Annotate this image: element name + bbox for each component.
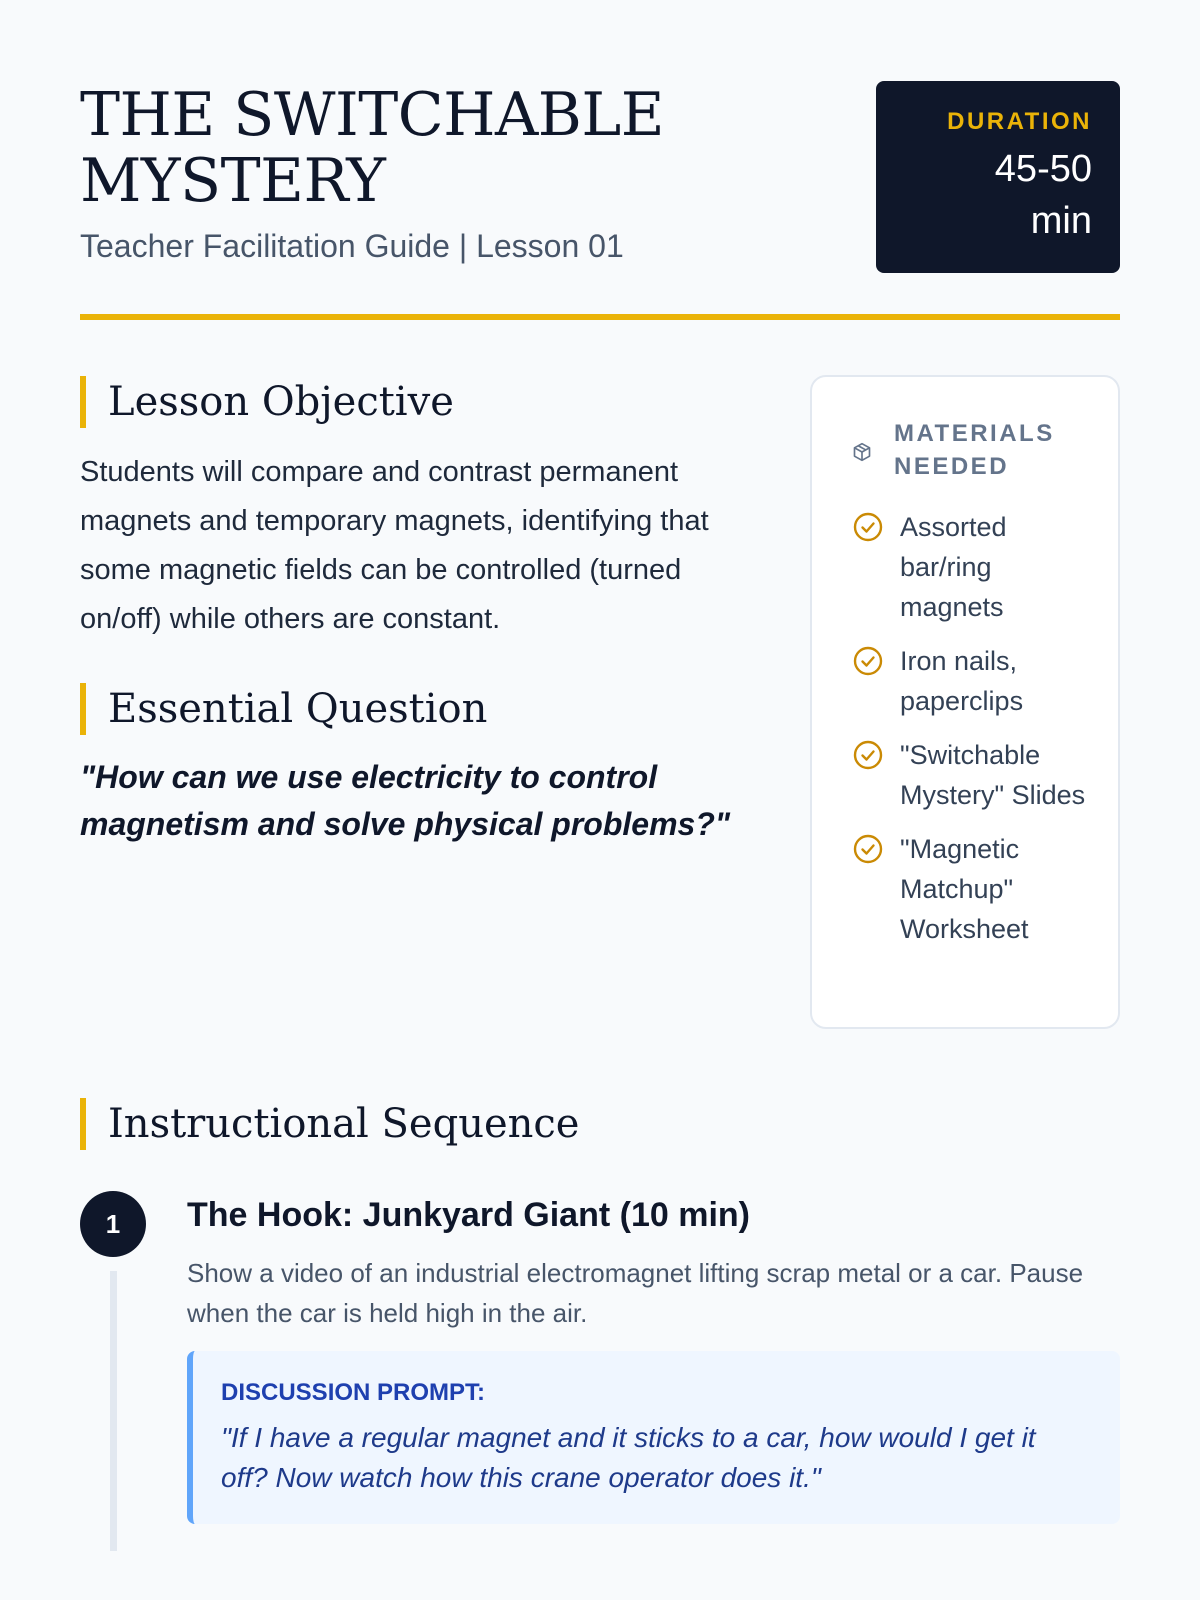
discussion-prompt-label: DISCUSSION PROMPT: (221, 1379, 486, 1406)
discussion-prompt-box (187, 1351, 1120, 1524)
essential-question-heading: Essential Question (80, 683, 487, 735)
materials-header (852, 417, 1092, 487)
materials-item-label: Iron nails, paperclips (900, 646, 1024, 716)
check-circle-icon (852, 645, 884, 677)
materials-item (852, 829, 1102, 949)
duration-value: 45-50 min (994, 148, 1092, 242)
header-divider (80, 314, 1120, 320)
materials-item-label: Assorted bar/ring magnets (900, 512, 1007, 622)
check-circle-icon (852, 511, 884, 543)
lesson-title: THE SWITCHABLE MYSTERY (80, 80, 665, 216)
essential-question-text: "How can we use electricity to control magnetism and solve physical problems?" (80, 759, 731, 842)
duration-badge (876, 81, 1120, 273)
lesson-subtitle: Teacher Facilitation Guide | Lesson 01 (80, 228, 624, 264)
discussion-prompt-text: "If I have a regular magnet and it sticks to a car, how would I get it off? Now watch how this crane operator does it." (221, 1422, 1036, 1493)
materials-list (852, 507, 1102, 963)
materials-item (852, 735, 1102, 815)
sequence-heading: Instructional Sequence (80, 1098, 579, 1150)
materials-card (810, 375, 1120, 1029)
materials-title: MATERIALS NEEDED (894, 420, 1055, 480)
timeline-line (110, 1271, 117, 1551)
step-description: Show a video of an industrial electromagnet lifting scrap metal or a car. Pause when the car is held high in the air. (187, 1258, 1084, 1328)
materials-item (852, 641, 1102, 721)
step-number-badge: 1 (80, 1191, 146, 1257)
duration-label: DURATION (947, 108, 1092, 135)
materials-item (852, 507, 1102, 627)
check-circle-icon (852, 739, 884, 771)
check-circle-icon (852, 833, 884, 865)
box-icon (852, 442, 872, 462)
objective-heading: Lesson Objective (80, 376, 454, 428)
objective-text: Students will compare and contrast permanent magnets and temporary magnets, identifying that some magnetic fields can be controlled (turned on/off) while others are constant. (80, 456, 709, 635)
step-title: The Hook: Junkyard Giant (10 min) (187, 1196, 750, 1234)
materials-item-label: "Switchable Mystery" Slides (900, 740, 1086, 810)
materials-item-label: "Magnetic Matchup" Worksheet (900, 834, 1029, 944)
